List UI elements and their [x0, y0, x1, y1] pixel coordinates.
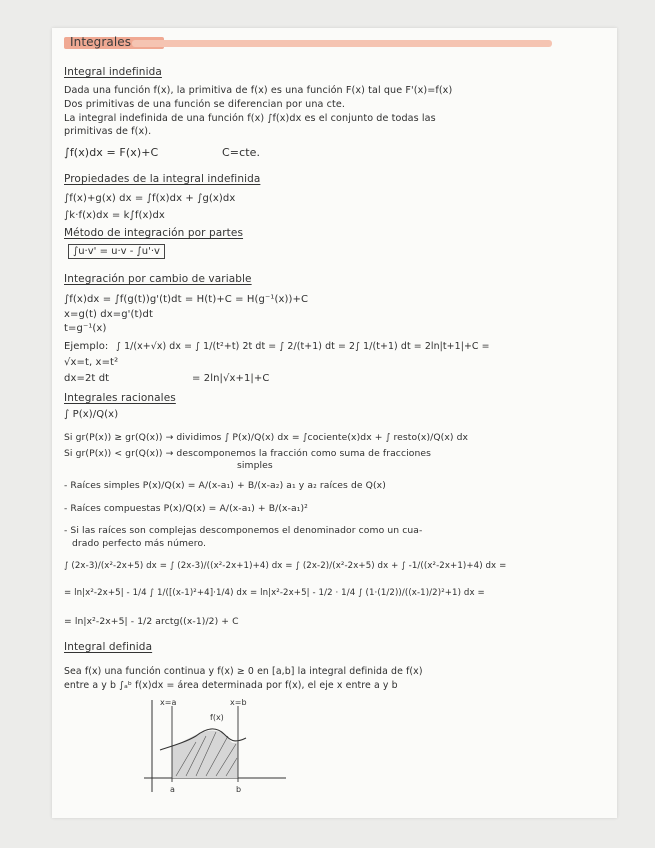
propiedad-suma: ∫f(x)+g(x) dx = ∫f(x)dx + ∫g(x)dx — [64, 193, 236, 204]
indefinida-line2: Dos primitivas de una función se diferencian por una cte. — [64, 99, 346, 110]
graph-label-b: b — [236, 785, 242, 794]
ejemplo-line1: ∫ 1/(x+√x) dx = ∫ 1/(t²+t) 2t dt = ∫ 2/(t+1) dt = 2∫ 1/(t+1) dt = 2ln|t+1|+C = — [116, 341, 490, 352]
racionales-ejemplo1: ∫ (2x-3)/(x²-2x+5) dx = ∫ (2x-3)/((x²-2x+1)+4) dx = ∫ (2x-2)/(x²-2x+5) dx + ∫ -1/((x²-2x+1)+4) dx = — [64, 561, 507, 571]
racionales-fraction: ∫ P(x)/Q(x) — [64, 409, 119, 420]
cambio-line2: x=g(t) dx=g'(t)dt — [64, 309, 153, 320]
graph-label-fx: f(x) — [210, 713, 224, 722]
racionales-line1: Si gr(P(x)) ≥ gr(Q(x)) → dividimos ∫ P(x)/Q(x) dx = ∫cociente(x)dx + ∫ resto(x)/Q(x) dx — [64, 432, 469, 443]
definite-integral-graph — [140, 696, 290, 806]
ejemplo-label: Ejemplo: — [64, 341, 109, 352]
heading-partes: Método de integración por partes — [64, 227, 244, 239]
racionales-complejas1: - Si las raíces son complejas descomponemos el denominador como un cua- — [64, 525, 423, 536]
page-title: Integrales — [70, 35, 132, 49]
definida-line2: entre a y b ∫ₐᵇ f(x)dx = área determinada por f(x), el eje x entre a y b — [64, 680, 398, 691]
indefinida-line4: primitivas de f(x). — [64, 126, 152, 137]
title-highlight-stripe — [132, 40, 552, 47]
graph-label-xb: x=b — [230, 698, 247, 707]
racionales-line2: Si gr(P(x)) < gr(Q(x)) → descomponemos la fracción como suma de fracciones — [64, 448, 432, 459]
graph-label-a: a — [170, 785, 175, 794]
ejemplo-line3: dx=2t dt — [64, 373, 110, 384]
propiedad-constante: ∫k·f(x)dx = k∫f(x)dx — [64, 210, 165, 221]
definida-line1: Sea f(x) una función continua y f(x) ≥ 0 en [a,b] la integral definida de f(x) — [64, 666, 423, 677]
notes-page — [52, 28, 617, 818]
heading-racionales: Integrales racionales — [64, 392, 176, 404]
partes-formula-box: ∫u·v' = u·v - ∫u'·v — [68, 244, 165, 259]
indefinida-constant: C=cte. — [222, 146, 261, 159]
heading-propiedades: Propiedades de la integral indefinida — [64, 173, 261, 185]
heading-definida: Integral definida — [64, 641, 153, 653]
racionales-compuestas: - Raíces compuestas P(x)/Q(x) = A/(x-a₁) + B/(x-a₁)² — [64, 503, 308, 514]
indefinida-formula: ∫f(x)dx = F(x)+C — [64, 146, 159, 159]
racionales-complejas2: drado perfecto más número. — [72, 538, 207, 549]
ejemplo-line2: √x=t, x=t² — [64, 357, 119, 368]
ejemplo-line4: = 2ln|√x+1|+C — [192, 373, 270, 384]
cambio-line1: ∫f(x)dx = ∫f(g(t))g'(t)dt = H(t)+C = H(g⁻¹(x))+C — [64, 294, 309, 305]
heading-indefinida: Integral indefinida — [64, 66, 162, 78]
indefinida-line1: Dada una función f(x), la primitiva de f(x) es una función F(x) tal que F'(x)=f(x) — [64, 85, 453, 96]
racionales-simples: - Raíces simples P(x)/Q(x) = A/(x-a₁) + B/(x-a₂) a₁ y a₂ raíces de Q(x) — [64, 480, 386, 491]
racionales-ejemplo2: = ln|x²-2x+5| - 1/4 ∫ 1/([(x-1)²+4]·1/4) dx = ln|x²-2x+5| - 1/2 · 1/4 ∫ (1·(1/2))/((x-1)/2)²+1) dx = — [64, 588, 485, 598]
cambio-line3: t=g⁻¹(x) — [64, 323, 107, 334]
racionales-ejemplo3: = ln|x²-2x+5| - 1/2 arctg((x-1)/2) + C — [64, 616, 239, 627]
graph-label-xa: x=a — [160, 698, 177, 707]
racionales-line2b: simples — [237, 460, 273, 471]
indefinida-line3: La integral indefinida de una función f(x) ∫f(x)dx es el conjunto de todas las — [64, 113, 436, 124]
heading-cambio: Integración por cambio de variable — [64, 273, 252, 285]
